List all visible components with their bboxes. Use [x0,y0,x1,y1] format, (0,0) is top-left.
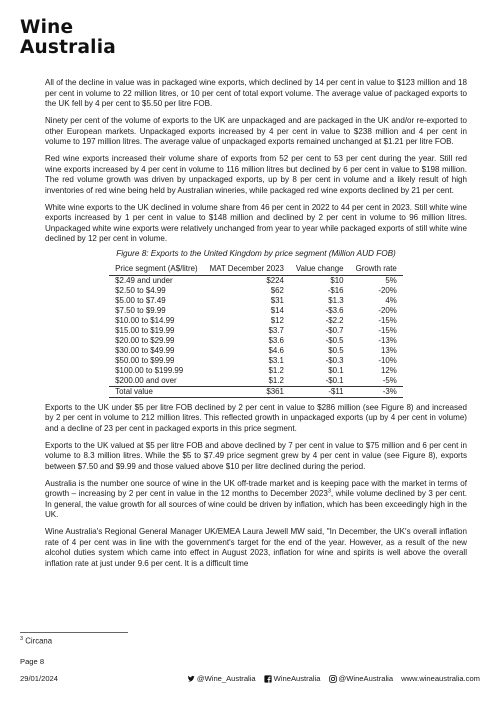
cell-growth: -20% [378,305,397,315]
table-row [109,326,403,336]
paragraph: Exports to the UK valued at $5 per litre FOB and above declined by 7 per cent in value to $75 million and 6 per cent in volume to 8.3 million litres. While the $5 to $7.49 price segment grew by 4 per cent in value (see Figure 8), exports between $7.50 and $9.99 and those valued above $10 per litre declined during the period. [45,440,467,471]
cell-value-change: $0.1 [328,365,344,375]
cell-mat: $1.2 [268,375,284,385]
footnote-divider [20,632,128,633]
paragraph: Wine Australia's Regional General Manager UK/EMEA Laura Jewell MW said, "In December, the UK's overall inflation rate of 4 per cent was in line with the government's target for the end of the year. However, as a result of the new alcohol duties system which came into effect in August 2023, inflation for wine and spirits is well above the overall inflation rate at just under 9.6 per cent. It is a difficult time [45,527,467,568]
logo-line-1: Wine [20,17,74,38]
instagram-handle: @WineAustralia [338,674,394,683]
paragraph: Ninety per cent of the volume of exports to the UK are unpackaged and are packaged in the UK and/or re-exported to other European markets. Unpackaged exports increased by 4 per cent in value to $238 million and 4 per cent in volume to 197 million litres. The average value of unpackaged exports remained unchanged at $1.21 per litre FOB. [45,115,467,147]
table-row [109,286,403,296]
twitter-link[interactable] [187,674,256,683]
cell-growth: 5% [385,275,397,285]
document-date: 29/01/2024 [20,674,59,683]
cell-growth: -5% [382,375,397,385]
cell-growth: 4% [385,295,397,305]
total-cell-value-change: -$11 [290,386,350,397]
cell-value-change: $1.3 [328,295,344,305]
cell-mat: $62 [270,285,284,295]
paragraph [45,479,467,521]
table-header-row [109,263,403,276]
paragraph: White wine exports to the UK declined in volume share from 46 per cent in 2022 to 44 per cent in 2023. Still white wine exports increased by 1 per cent in value to $148 million and declined by 2 per cent in volume to 96 million litres. Unpackaged white wine exports were relatively unchanged from year to year while packaged exports of still white wine declined by 12 per cent in volume. [45,202,467,244]
total-cell-mat: $361 [204,386,290,397]
cell-segment: $7.50 to $9.99 [115,305,166,315]
cell-mat: $1.2 [268,365,284,375]
cell-segment: $5.00 to $7.49 [115,295,166,305]
cell-value-change: -$2.2 [325,315,344,325]
cell-segment: $15.00 to $19.99 [115,325,175,335]
cell-value-change: -$0.7 [325,325,344,335]
cell-value-change: -$0.1 [325,375,344,385]
table-row [109,316,403,326]
cell-mat: $3.7 [268,325,284,335]
cell-segment: $100.00 to $199.99 [115,365,184,375]
cell-mat: $12 [270,315,284,325]
table-row [109,336,403,346]
cell-mat: $3.6 [268,335,284,345]
cell-growth: -20% [378,285,397,295]
footnote-number: 3 [20,636,24,642]
table-row [109,346,403,356]
cell-growth: -10% [378,355,397,365]
figure-caption: Figure 8: Exports to the United Kingdom by price segment (Million AUD FOB) [116,249,396,259]
table-total-row [109,386,403,397]
social-links [187,674,480,683]
cell-mat: $31 [270,295,284,305]
cell-mat: $14 [270,305,284,315]
cell-growth: 12% [381,365,397,375]
cell-segment: $50.00 to $99.99 [115,355,175,365]
facebook-handle: WineAustralia [273,674,321,683]
table-row [109,376,403,387]
table-row [109,306,403,316]
cell-growth: -15% [378,325,397,335]
cell-segment: $2.49 and under [115,275,173,285]
paragraph: Red wine exports increased their volume share of exports from 52 per cent to 53 per cent during the year. Still red wine exports increased by 4 per cent in volume to 116 million litres but declined by 6 per cent in value to $198 million. The red volume growth was driven by unpackaged exports, up by 8 per cent in volume and a likely result of high inventories of red wine being held by Australian wineries, while packaged red wine exports declined by 21 per cent. [45,153,467,195]
instagram-icon [329,675,337,683]
cell-growth: -15% [378,315,397,325]
page-number: Page 8 [20,657,45,666]
cell-mat: $224 [266,275,284,285]
col-header-growth: Growth rate [350,263,403,276]
paragraph-text: , while volume declined by 3 per cent. In general, the value growth for all sources of wine could be driven by inflation, which has been exceedingly high in the UK. [45,489,467,520]
table-body [109,275,403,397]
paragraph: Exports to the UK under $5 per litre FOB declined by 2 per cent in value to $286 million (see Figure 8) and increased by 2 per cent in volume to 212 million litres. This reflected growth in unpackaged exports (up by 4 per cent in volume) and a decline of 23 per cent in packaged exports in this price segment. [45,402,467,433]
instagram-link[interactable] [329,674,394,683]
table-row [109,296,403,306]
wine-australia-logo [20,18,116,58]
cell-value-change: -$3.6 [325,305,344,315]
cell-segment: $20.00 to $29.99 [115,335,175,345]
main-content [45,78,467,576]
cell-growth: -13% [378,335,397,345]
cell-value-change: $10 [330,275,344,285]
paragraph: All of the decline in value was in packaged wine exports, which declined by 14 per cent in value to $123 million and 18 per cent in volume to 22 million litres, or 10 per cent of total export volume. The average value of packaged exports to the UK fell by 4 per cent to $5.50 per litre FOB. [45,78,467,109]
col-header-segment: Price segment (A$/litre) [109,263,203,276]
cell-value-change: -$0.5 [325,335,344,345]
total-cell-growth: -3% [350,386,403,397]
website-link[interactable]: www.wineaustralia.com [401,674,480,683]
cell-segment: $30.00 to $49.99 [115,345,175,355]
cell-segment: $2.50 to $4.99 [115,285,166,295]
table-row [109,366,403,376]
table-row [109,275,403,286]
col-header-value-change: Value change [290,263,350,276]
paragraph-text: Australia is the number one source of wine in the UK off-trade market and is keeping pace with the market in terms of growth – increasing by 2 per cent in value in the 12 months to December 2023 [45,478,467,499]
cell-segment: $200.00 and over [115,375,177,385]
facebook-link[interactable] [264,674,321,683]
total-cell-segment: Total value [109,386,203,397]
cell-segment: $10.00 to $14.99 [115,315,175,325]
cell-value-change: $0.5 [328,345,344,355]
cell-mat: $3.1 [268,355,284,365]
twitter-icon [187,675,195,683]
col-header-mat: MAT December 2023 [204,263,290,276]
cell-value-change: -$16 [327,285,344,295]
table-row [109,356,403,366]
cell-value-change: -$0.3 [325,355,344,365]
facebook-icon [264,675,272,683]
footnote-text: Circana [25,636,53,646]
twitter-handle: @Wine_Australia [196,674,256,683]
cell-mat: $4.6 [268,345,284,355]
price-segment-table [109,263,403,398]
logo-line-2: Australia [20,37,116,58]
footnote [20,636,52,646]
cell-growth: 13% [381,345,397,355]
footnote-reference[interactable]: 3 [327,488,331,495]
